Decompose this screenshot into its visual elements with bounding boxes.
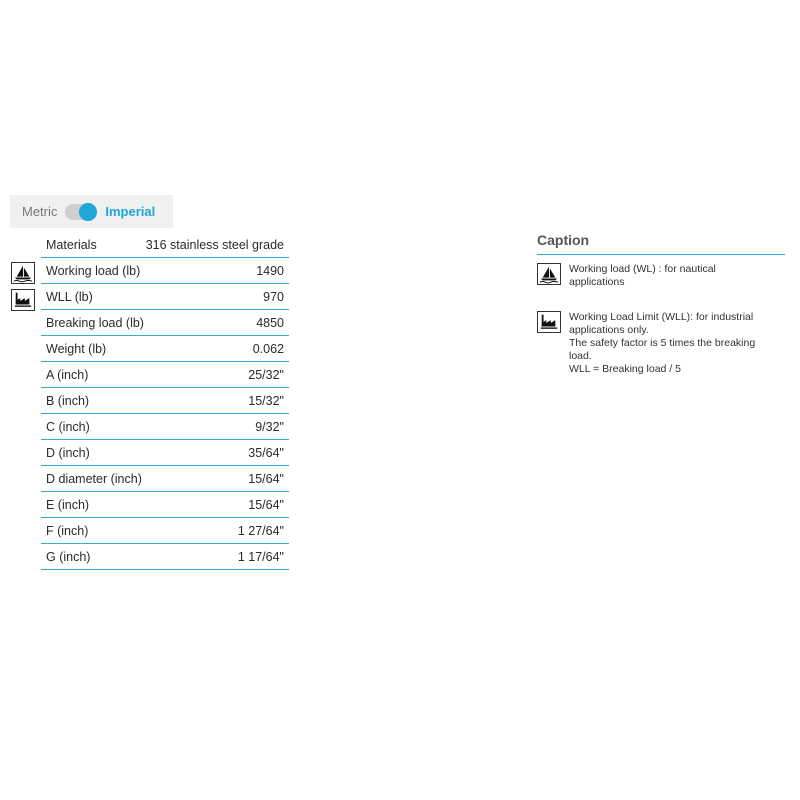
spec-row-working-load	[41, 258, 289, 284]
caption-item-wl	[537, 263, 785, 289]
factory-icon	[537, 311, 561, 333]
caption-line: Working Load Limit (WLL): for industrial	[569, 311, 754, 323]
spec-row-weight	[41, 336, 289, 362]
spec-label: D (inch)	[46, 445, 90, 460]
spec-row-materials	[41, 232, 289, 258]
caption-item-wll	[537, 311, 785, 376]
spec-row-a	[41, 362, 289, 388]
spec-value: 15/64"	[248, 497, 284, 512]
spec-label: C (inch)	[46, 419, 90, 434]
spec-row-g	[41, 544, 289, 570]
sailboat-icon	[11, 262, 35, 284]
spec-value: 4850	[256, 315, 284, 330]
factory-icon	[11, 289, 35, 311]
spec-table	[41, 232, 289, 570]
spec-value: 0.062	[252, 341, 284, 356]
spec-row-d-diameter	[41, 466, 289, 492]
caption-line: WLL = Breaking load / 5	[569, 363, 681, 375]
spec-label: F (inch)	[46, 523, 89, 538]
spec-value: 15/32"	[248, 393, 284, 408]
spec-row-e	[41, 492, 289, 518]
caption-text	[569, 311, 755, 376]
metric-label[interactable]: Metric	[22, 204, 58, 219]
spec-value: 1490	[256, 263, 284, 278]
caption-line: applications only.	[569, 324, 649, 336]
caption-title: Caption	[537, 232, 785, 255]
spec-label: Weight (lb)	[46, 341, 107, 356]
spec-row-breaking-load	[41, 310, 289, 336]
spec-row-b	[41, 388, 289, 414]
spec-value: 1 17/64"	[237, 549, 284, 564]
caption-line: applications	[569, 276, 625, 288]
spec-row-wll	[41, 284, 289, 310]
spec-label: Materials	[46, 237, 97, 252]
spec-value: 316 stainless steel grade	[145, 237, 284, 252]
unit-toggle[interactable]	[10, 195, 173, 228]
caption-panel	[537, 232, 785, 376]
spec-label: Working load (lb)	[46, 263, 141, 278]
spec-label: Breaking load (lb)	[46, 315, 144, 330]
switch-knob	[79, 203, 97, 221]
spec-label: B (inch)	[46, 393, 90, 408]
imperial-label[interactable]: Imperial	[105, 204, 156, 219]
caption-line: load.	[569, 350, 592, 362]
caption-line: The safety factor is 5 times the breaking	[569, 337, 756, 349]
sailboat-icon	[537, 263, 561, 285]
unit-switch[interactable]	[65, 204, 97, 220]
spec-value: 9/32"	[255, 419, 284, 434]
spec-value: 25/32"	[248, 367, 284, 382]
spec-row-d	[41, 440, 289, 466]
spec-value: 970	[263, 289, 284, 304]
spec-row-c	[41, 414, 289, 440]
spec-value: 35/64"	[248, 445, 284, 460]
spec-value: 1 27/64"	[237, 523, 284, 538]
spec-label: WLL (lb)	[46, 289, 93, 304]
spec-label: D diameter (inch)	[46, 471, 142, 486]
spec-label: E (inch)	[46, 497, 90, 512]
spec-label: A (inch)	[46, 367, 89, 382]
spec-value: 15/64"	[248, 471, 284, 486]
caption-line: Working load (WL) : for nautical	[569, 263, 716, 275]
caption-text	[569, 263, 716, 289]
spec-row-f	[41, 518, 289, 544]
spec-label: G (inch)	[46, 549, 91, 564]
